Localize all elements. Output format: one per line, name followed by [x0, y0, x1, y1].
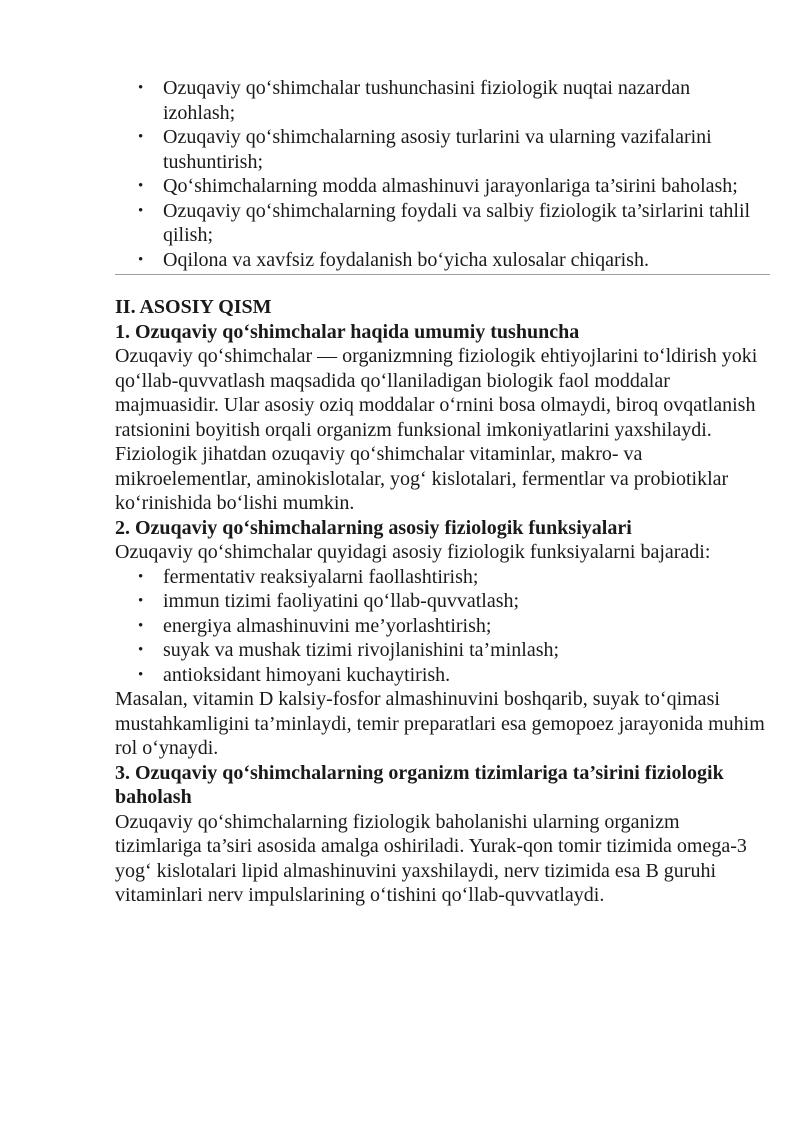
- list-item: [115, 589, 765, 614]
- subsection-heading-3: 3. Ozuqaviy qo‘shimchalarning organizm tizimlariga ta’sirini fiziologik baholash: [115, 761, 724, 808]
- bullet-icon: •: [138, 617, 144, 634]
- list-item-text: fermentativ reaksiyalarni faollashtirish;: [163, 565, 479, 588]
- list-item: [115, 614, 765, 639]
- bullet-icon: •: [138, 642, 144, 658]
- list-item: [115, 663, 765, 688]
- list-item: [115, 248, 765, 273]
- section-title: II. ASOSIY QISM: [115, 296, 272, 318]
- list-item-text: energiya almashinuvini me’yorlashtirish;: [163, 614, 492, 637]
- paragraph: Fiziologik jihatdan ozuqaviy qo‘shimchalar vitaminlar, makro- va mikroelementlar, aminokislotalar, yog‘ kislotalari, fermentlar va probiotiklar ko‘rinishida bo‘lishi mumkin.: [115, 443, 729, 514]
- list-item: [115, 199, 765, 248]
- list-item-text: Ozuqaviy qo‘shimchalar tushunchasini fiziologik nuqtai nazardan izohlash;: [163, 77, 691, 124]
- functions-list: [115, 565, 765, 688]
- paragraph: Ozuqaviy qo‘shimchalarning fiziologik baholanishi ularning organizm tizimlariga ta’siri asosida amalga oshiriladi. Yurak-qon tomir tizimida omega-3 yog‘ kislotalari lipid almashinuvini yaxshilaydi, nerv tizimida esa B guruhi vitaminlari nerv impulslarining o‘tishini qo‘llab-quvvatlaydi.: [115, 810, 747, 906]
- bullet-icon: •: [138, 129, 144, 145]
- list-item-text: Oqilona va xavfsiz foydalanish bo‘yicha xulosalar chiqarish.: [163, 248, 649, 271]
- horizontal-divider: [115, 274, 770, 275]
- bullet-icon: •: [138, 178, 144, 194]
- paragraph: Masalan, vitamin D kalsiy-fosfor almashinuvini boshqarib, suyak to‘qimasi mustahkamligini ta’minlaydi, temir preparatlari esa gemopoez jarayonida muhim rol o‘ynaydi.: [115, 688, 765, 759]
- paragraph: Ozuqaviy qo‘shimchalar quyidagi asosiy fiziologik funksiyalarni bajaradi:: [115, 541, 711, 563]
- bullet-icon: •: [138, 80, 144, 96]
- bullet-icon: •: [138, 202, 144, 219]
- document-page: [115, 76, 765, 908]
- objectives-list: [115, 76, 765, 272]
- list-item-text: antioksidant himoyani kuchaytirish.: [163, 663, 451, 686]
- list-item-text: suyak va mushak tizimi rivojlanishini ta’minlash;: [163, 639, 560, 661]
- subsection-heading-1: 1. Ozuqaviy qo‘shimchalar haqida umumiy tushuncha: [115, 320, 580, 343]
- bullet-icon: •: [138, 251, 144, 268]
- paragraph: Ozuqaviy qo‘shimchalar — organizmning fiziologik ehtiyojlarini to‘ldirish yoki qo‘llab-quvvatlash maqsadida qo‘llaniladigan biologik faol moddalar majmuasidir. Ular asosiy oziq moddalar o‘rnini bosa olmaydi, biroq ovqatlanish ratsionini boyitish orqali organizm funksional imkoniyatlarini yaxshilaydi.: [115, 345, 758, 441]
- list-item-text: Qo‘shimchalarning modda almashinuvi jarayonlariga ta’sirini baholash;: [163, 175, 738, 197]
- list-item-text: immun tizimi faoliyatini qo‘llab-quvvatlash;: [163, 590, 520, 612]
- list-item: [115, 76, 765, 125]
- list-item: [115, 638, 765, 663]
- list-item: [115, 174, 765, 199]
- list-item-text: Ozuqaviy qo‘shimchalarning asosiy turlarini va ularning vazifalarini tushuntirish;: [163, 126, 712, 173]
- list-item-text: Ozuqaviy qo‘shimchalarning foydali va salbiy fiziologik ta’sirlarini tahlil qilish;: [163, 199, 751, 246]
- bullet-icon: •: [138, 593, 144, 609]
- bullet-icon: •: [138, 568, 144, 585]
- list-item: [115, 125, 765, 174]
- subsection-heading-2: 2. Ozuqaviy qo‘shimchalarning asosiy fiziologik funksiyalari: [115, 516, 632, 539]
- list-item: [115, 565, 765, 590]
- bullet-icon: •: [138, 666, 144, 683]
